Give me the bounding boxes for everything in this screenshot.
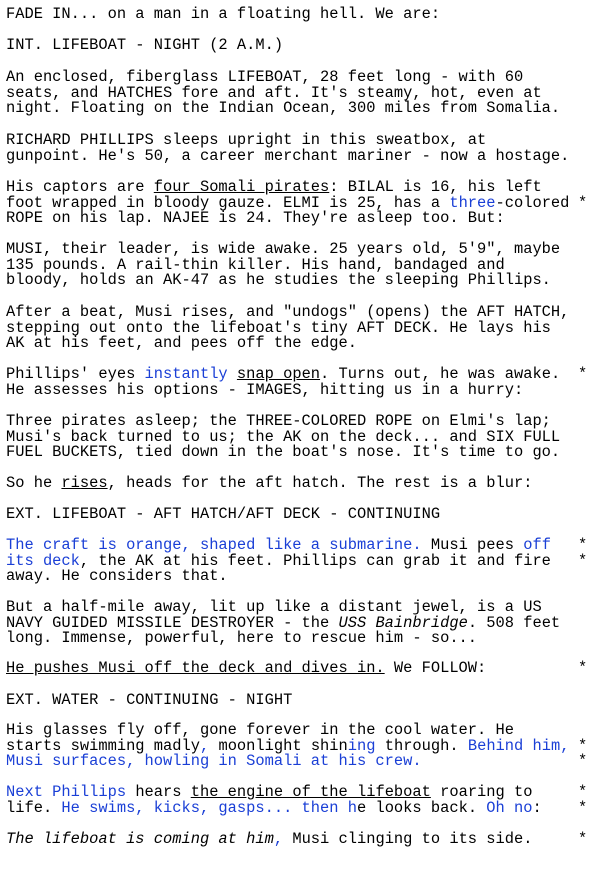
text-run: MUSI, their leader, is wide awake. 25 years old, 5'9", maybe	[6, 240, 561, 258]
paragraph	[6, 7, 566, 23]
text-run: life.	[6, 798, 62, 817]
text-run: gunpoint. He's 50, a career merchant mariner - now a hostage.	[6, 146, 570, 165]
revision-mark: *	[578, 830, 588, 848]
paragraph	[6, 507, 566, 523]
text-line	[6, 445, 566, 461]
text-run: foot wrapped in bloody gauze. ELMI is 25, has a	[6, 193, 450, 212]
revised-text: Oh no	[486, 798, 533, 817]
text-run: But a half-mile away, lit up like a distant jewel, is a US	[6, 598, 542, 616]
text-run: the engine of the lifeboat	[190, 783, 431, 801]
text-run: through.	[375, 736, 468, 755]
text-line	[6, 631, 566, 647]
text-run: So he	[6, 474, 62, 492]
text-run: He assesses his options - IMAGES, hitting us in a hurry:	[6, 380, 524, 399]
text-run: Musi's back turned to us; the AK on the deck... and SIX FULL	[6, 427, 561, 446]
revision-mark: *	[578, 551, 588, 570]
text-line	[6, 211, 566, 227]
text-run: stepping out onto the lifeboat's tiny AFT DECK. He lays his	[6, 318, 551, 337]
text-run: NAVY GUIDED MISSILE DESTROYER - the	[6, 613, 339, 632]
revision-mark: *	[578, 736, 588, 755]
paragraph	[6, 476, 566, 492]
text-run: long. Immense, powerful, here to rescue him - so...	[6, 629, 478, 648]
text-line	[6, 380, 566, 399]
text-run: moonlight shin	[209, 736, 348, 755]
revision-mark: *	[578, 536, 588, 554]
text-run: INT. LIFEBOAT - NIGHT (2 A.M.)	[6, 36, 284, 54]
revision-mark: *	[578, 365, 588, 383]
paragraph	[6, 538, 566, 585]
text-run: EXT. LIFEBOAT - AFT HATCH/AFT DECK - CONTINUING	[6, 505, 441, 523]
text-line	[6, 7, 566, 23]
text-run: : BILAL is 16, his left	[329, 178, 542, 196]
text-line	[6, 661, 566, 677]
revised-text: ,	[273, 830, 284, 848]
text-run: His glasses fly off, gone forever in the cool water. He	[6, 721, 514, 739]
text-run: rises	[61, 474, 108, 492]
revision-mark: *	[578, 798, 588, 817]
text-run: . 508 feet	[467, 613, 561, 632]
text-run: FUEL BUCKETS, tied down in the boat's nose. It's time to go.	[6, 443, 561, 462]
text-line	[6, 101, 566, 117]
revision-mark: *	[578, 193, 588, 212]
text-line	[6, 569, 566, 585]
text-line	[6, 476, 566, 492]
text-run: Musi pees	[421, 536, 524, 554]
text-run: An enclosed, fiberglass LIFEBOAT, 28 feet long - with 60	[6, 68, 524, 86]
paragraph	[6, 178, 570, 228]
text-run: RICHARD PHILLIPS sleeps upright in this sweatbox, at	[6, 131, 487, 149]
paragraph	[6, 785, 566, 816]
revised-text: He swims, kicks, gasps... then h	[61, 798, 357, 817]
paragraph	[6, 661, 566, 677]
text-run: Three pirates asleep; the THREE-COLORED ROPE on Elmi's lap;	[6, 412, 551, 430]
text-run: hears	[126, 783, 191, 801]
revised-text: Musi surfaces, howling in Somali at his crew.	[6, 752, 422, 771]
text-run: The lifeboat is coming at him	[6, 830, 274, 848]
text-run: 135 pounds. A rail-thin killer. His hand, bandaged and	[6, 255, 505, 274]
paragraph	[6, 242, 566, 289]
text-run: His captors are	[6, 178, 154, 196]
revised-text: The craft is orange, shaped like a submarine.	[6, 536, 422, 554]
text-line	[6, 832, 566, 848]
text-run: , heads for the aft hatch. The rest is a blur:	[107, 474, 533, 492]
text-line	[6, 754, 566, 770]
paragraph	[6, 131, 570, 165]
revised-text: ing	[347, 736, 376, 755]
text-run: ROPE on his lap. NAJEE is 24. They're asleep too. But:	[6, 209, 505, 228]
paragraph	[6, 414, 566, 461]
revised-text: Next Phillips	[6, 783, 127, 801]
text-line	[6, 146, 570, 165]
text-run: FADE IN... on a man in a floating hell. We are:	[6, 5, 441, 23]
text-run: AK at his feet, and pees off the edge.	[6, 334, 357, 353]
text-line	[6, 798, 566, 817]
text-run: starts swimming madly	[6, 736, 200, 755]
text-run: We FOLLOW:	[384, 659, 487, 677]
text-run: Musi clinging to its side.	[283, 830, 533, 848]
revision-mark: *	[578, 752, 588, 771]
text-line	[6, 693, 566, 709]
text-run: seats, and HATCHES fore and aft. It's steamy, hot, even at	[6, 83, 542, 102]
text-run: bloody, holds an AK-47 as he studies the sleeping Phillips.	[6, 271, 551, 290]
text-run: snap open	[236, 365, 321, 383]
revised-text: its deck	[6, 551, 80, 570]
text-run: He pushes Musi off the deck and dives in.	[6, 659, 385, 677]
revised-text: Behind him,	[467, 736, 570, 755]
text-run: Phillips' eyes	[6, 365, 145, 383]
revision-mark: *	[578, 783, 588, 801]
paragraph	[6, 832, 566, 848]
text-line	[6, 273, 566, 289]
paragraph	[6, 70, 566, 117]
revision-mark: *	[578, 659, 588, 677]
paragraph	[6, 303, 570, 353]
revised-text: off	[523, 536, 551, 554]
paragraph	[6, 721, 570, 771]
text-line	[6, 507, 566, 523]
text-run: After a beat, Musi rises, and "undogs" (opens) the AFT HATCH,	[6, 303, 570, 321]
text-run: :	[532, 798, 542, 817]
text-run: e looks back.	[356, 798, 487, 817]
text-line	[6, 38, 566, 54]
text-run: -colored	[495, 193, 570, 212]
revised-text: three	[449, 193, 496, 212]
text-run: , the AK at his feet. Phillips can grab it and fire	[79, 551, 551, 570]
revised-text: instantly	[144, 365, 228, 383]
paragraph	[6, 693, 566, 709]
text-run: four Somali pirates	[153, 178, 330, 196]
paragraph	[6, 367, 566, 398]
text-run: night. Floating on the Indian Ocean, 300 miles from Somalia.	[6, 99, 561, 118]
text-run: USS Bainbridge	[338, 613, 468, 632]
paragraph	[6, 38, 566, 54]
text-run: roaring to	[430, 783, 533, 801]
paragraph	[6, 600, 566, 647]
text-run: . Turns out, he was awake.	[320, 365, 561, 383]
text-line	[6, 336, 566, 352]
revised-text: ,	[199, 736, 210, 755]
text-run: away. He considers that.	[6, 567, 228, 586]
text-run: EXT. WATER - CONTINUING - NIGHT	[6, 691, 293, 709]
